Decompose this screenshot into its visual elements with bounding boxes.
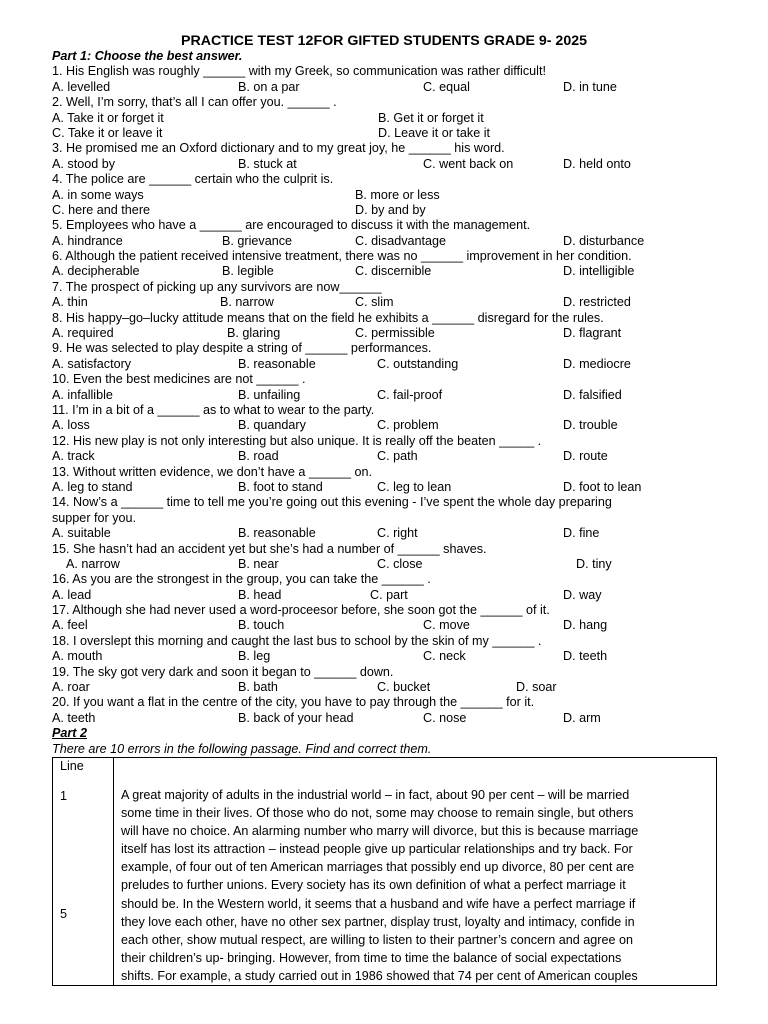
line-header: Line — [60, 759, 84, 773]
answer-option: B. on a par — [238, 79, 300, 94]
answer-option: C. neck — [423, 649, 466, 664]
answer-option: A. thin — [52, 295, 88, 310]
passage-line: A great majority of adults in the industrial world – in fact, about 90 per cent – will be married — [121, 788, 630, 802]
part2-heading-row — [52, 726, 742, 741]
answer-option: A. leg to stand — [52, 479, 133, 494]
question-text: 14. Now’s a ______ time to tell me you’re going out this evening - I’ve spent the whole day preparing — [52, 495, 612, 510]
options-row — [52, 649, 742, 664]
answer-option: B. legible — [222, 264, 274, 279]
question-text: 1. His English was roughly ______ with my Greek, so communication was rather difficult! — [52, 64, 546, 79]
answer-option: D. in tune — [563, 79, 617, 94]
question-text: 15. She hasn’t had an accident yet but she’s had a number of ______ shaves. — [52, 541, 487, 556]
answer-option: D. intelligible — [563, 264, 635, 279]
answer-option: B. Get it or forget it — [378, 110, 484, 125]
question-text: 16. As you are the strongest in the group, you can take the ______ . — [52, 572, 431, 587]
answer-option: A. decipherable — [52, 264, 140, 279]
question-row — [52, 372, 742, 387]
question-row — [52, 403, 742, 418]
answer-option: C. here and there — [52, 202, 151, 217]
question-row — [52, 695, 742, 710]
options-row — [52, 326, 742, 341]
answer-option: A. mouth — [52, 649, 103, 664]
question-text: 3. He promised me an Oxford dictionary and to my great joy, he ______ his word. — [52, 141, 505, 156]
answer-option: D. soar — [516, 680, 557, 695]
answer-option: D. teeth — [563, 649, 608, 664]
answer-option: B. back of your head — [238, 710, 354, 725]
answer-option: D. tiny — [576, 556, 612, 571]
question-row — [52, 141, 742, 156]
answer-option: D. hang — [563, 618, 608, 633]
answer-option: A. hindrance — [52, 233, 123, 248]
options-row — [52, 203, 742, 218]
line-number-column — [53, 758, 114, 986]
question-row — [52, 572, 742, 587]
answer-option: B. more or less — [355, 187, 440, 202]
answer-option: D. trouble — [563, 418, 618, 433]
answer-option: A. Take it or forget it — [52, 110, 164, 125]
options-row — [52, 588, 742, 603]
part1-section — [52, 49, 742, 757]
options-row — [52, 711, 742, 726]
options-row — [52, 234, 742, 249]
question-row — [52, 665, 742, 680]
question-row — [52, 634, 742, 649]
options-row — [52, 526, 742, 541]
answer-option: D. restricted — [563, 295, 631, 310]
question-text: 20. If you want a flat in the centre of the city, you have to pay through the ______ for it. — [52, 695, 535, 710]
options-row — [52, 449, 742, 464]
passage-line: example, of four out of ten American marriages that possibly end up divorce, 80 per cent are — [121, 860, 635, 875]
passage-line: preludes to further unions. Every society has its own definition of what a perfect marriage it — [121, 878, 626, 893]
answer-option: C. path — [377, 449, 418, 464]
question-text: 13. Without written evidence, we don’t have a ______ on. — [52, 464, 372, 479]
answer-option: B. bath — [238, 680, 278, 695]
answer-option: B. grievance — [222, 233, 293, 248]
answer-option: B. head — [238, 587, 282, 602]
options-row — [52, 188, 742, 203]
answer-option: D. route — [563, 449, 608, 464]
question-text: 10. Even the best medicines are not ______ . — [52, 372, 306, 387]
answer-option: C. problem — [377, 418, 439, 433]
answer-option: D. fine — [563, 526, 600, 541]
question-text: 11. I’m in a bit of a ______ as to what to wear to the party. — [52, 402, 375, 417]
line-number-5: 5 — [60, 907, 68, 921]
answer-option: A. loss — [52, 418, 90, 433]
question-text: 12. His new play is not only interesting but also unique. It is really off the beaten _____ . — [52, 433, 542, 448]
answer-option: C. slim — [355, 295, 394, 310]
part2-heading: Part 2 — [52, 726, 88, 741]
answer-option: C. part — [370, 587, 408, 602]
passage-line: shifts. For example, a study carried out in 1986 showed that 74 per cent of American couples — [121, 968, 638, 983]
answer-option: C. fail-proof — [377, 387, 443, 402]
question-text: 18. I overslept this morning and caught the last bus to school by the skin of my ______ . — [52, 633, 542, 648]
answer-option: A. infallible — [52, 387, 113, 402]
options-row — [52, 357, 742, 372]
answer-option: D. mediocre — [563, 356, 631, 371]
passage-line: itself has lost its attraction – instead people give up particular relationships and try back. For — [121, 842, 633, 857]
question-row — [52, 511, 742, 526]
question-text: supper for you. — [52, 510, 137, 525]
question-text: 9. He was selected to play despite a string of ______ performances. — [52, 341, 432, 356]
answer-option: C. leg to lean — [377, 479, 452, 494]
options-row — [52, 480, 742, 495]
question-text: 4. The police are ______ certain who the culprit is. — [52, 172, 334, 187]
answer-option: B. touch — [238, 618, 285, 633]
question-row — [52, 280, 742, 295]
answer-option: D. by and by — [355, 202, 426, 217]
answer-option: C. Take it or leave it — [52, 125, 163, 140]
question-row — [52, 495, 742, 510]
answer-option: D. disturbance — [563, 233, 645, 248]
options-row — [52, 388, 742, 403]
passage-line: some time in their lives. Of those who do not, some may choose to remain single, but others — [121, 806, 634, 821]
part2-instruction: There are 10 errors in the following passage. Find and correct them. — [52, 741, 432, 756]
answer-option: B. glaring — [227, 326, 281, 341]
options-row — [52, 418, 742, 433]
question-row — [52, 465, 742, 480]
answer-option: A. suitable — [52, 526, 111, 541]
options-row — [52, 157, 742, 172]
question-text: 6. Although the patient received intensive treatment, there was no ______ improvement in her condition. — [52, 249, 632, 264]
question-list — [52, 64, 742, 726]
answer-option: A. track — [52, 449, 95, 464]
passage-text — [114, 758, 717, 986]
answer-option: B. leg — [238, 649, 271, 664]
question-text: 2. Well, I’m sorry, that’s all I can offer you. ______ . — [52, 95, 337, 110]
answer-option: C. permissible — [355, 326, 435, 341]
options-row — [52, 618, 742, 633]
passage-line: should be. In the Western world, it seems that a husband and wife have a perfect marriage if — [121, 896, 636, 911]
options-row — [52, 557, 742, 572]
question-text: 7. The prospect of picking up any survivors are now______ — [52, 279, 382, 294]
answer-option: B. stuck at — [238, 156, 297, 171]
answer-option: B. reasonable — [238, 526, 316, 541]
question-row — [52, 603, 742, 618]
answer-option: D. flagrant — [563, 326, 622, 341]
question-row — [52, 434, 742, 449]
options-row — [52, 80, 742, 95]
answer-option: A. in some ways — [52, 187, 144, 202]
answer-option: C. move — [423, 618, 470, 633]
answer-option: D. falsified — [563, 387, 622, 402]
question-row — [52, 64, 742, 79]
passage-table — [52, 757, 717, 986]
answer-option: C. close — [377, 556, 423, 571]
answer-option: D. Leave it or take it — [378, 125, 490, 140]
question-text: 17. Although she had never used a word-proceesor before, she soon got the ______ of it. — [52, 603, 550, 618]
answer-option: C. discernible — [355, 264, 432, 279]
options-row — [52, 111, 742, 126]
answer-option: C. equal — [423, 79, 470, 94]
answer-option: B. quandary — [238, 418, 306, 433]
passage-line: their children’s up- bringing. However, from time to time the balance of social expectations — [121, 950, 622, 965]
answer-option: C. went back on — [423, 156, 514, 171]
answer-option: B. foot to stand — [238, 479, 323, 494]
answer-option: A. satisfactory — [52, 356, 132, 371]
page-title: PRACTICE TEST 12FOR GIFTED STUDENTS GRADE 9- 2025 — [181, 33, 587, 49]
line-number-1: 1 — [60, 789, 68, 803]
options-row — [52, 126, 742, 141]
answer-option: B. unfailing — [238, 387, 301, 402]
question-row — [52, 341, 742, 356]
passage-line: will have no choice. An alarming number who marry will divorce, but this is because marriage — [121, 824, 639, 839]
answer-option: B. reasonable — [238, 356, 316, 371]
question-text: 8. His happy–go–lucky attitude means that on the field he exhibits a ______ disregard for the rules. — [52, 310, 604, 325]
answer-option: D. foot to lean — [563, 479, 642, 494]
answer-option: D. held onto — [563, 156, 631, 171]
answer-option: A. narrow — [66, 556, 120, 571]
question-text: 5. Employees who have a ______ are encouraged to discuss it with the management. — [52, 218, 531, 233]
part1-heading-row — [52, 49, 742, 64]
answer-option: C. outstanding — [377, 356, 459, 371]
answer-option: C. disadvantage — [355, 233, 447, 248]
answer-option: A. teeth — [52, 710, 96, 725]
answer-option: A. stood by — [52, 156, 116, 171]
part2-instruction-row — [52, 742, 742, 757]
part1-heading: Part 1: Choose the best answer. — [52, 49, 243, 63]
answer-option: B. road — [238, 449, 279, 464]
passage-line: each other, show mutual respect, are willing to listen to their partner’s concern and agree on — [121, 932, 633, 947]
question-row — [52, 95, 742, 110]
answer-option: B. near — [238, 556, 279, 571]
answer-option: C. right — [377, 526, 418, 541]
answer-option: C. nose — [423, 710, 467, 725]
question-row — [52, 311, 742, 326]
passage-line: they love each other, have no other sex partner, display trust, loyalty and intimacy, confide in — [121, 914, 635, 929]
answer-option: D. way — [563, 587, 602, 602]
answer-option: D. arm — [563, 710, 601, 725]
question-row — [52, 172, 742, 187]
answer-option: C. bucket — [377, 680, 431, 695]
question-row — [52, 218, 742, 233]
question-text: 19. The sky got very dark and soon it began to ______ down. — [52, 664, 394, 679]
answer-option: A. lead — [52, 587, 92, 602]
question-row — [52, 249, 742, 264]
answer-option: A. feel — [52, 618, 88, 633]
answer-option: B. narrow — [220, 295, 274, 310]
options-row — [52, 295, 742, 310]
answer-option: A. levelled — [52, 79, 111, 94]
options-row — [52, 264, 742, 279]
question-row — [52, 542, 742, 557]
answer-option: A. required — [52, 326, 114, 341]
options-row — [52, 680, 742, 695]
answer-option: A. roar — [52, 680, 90, 695]
